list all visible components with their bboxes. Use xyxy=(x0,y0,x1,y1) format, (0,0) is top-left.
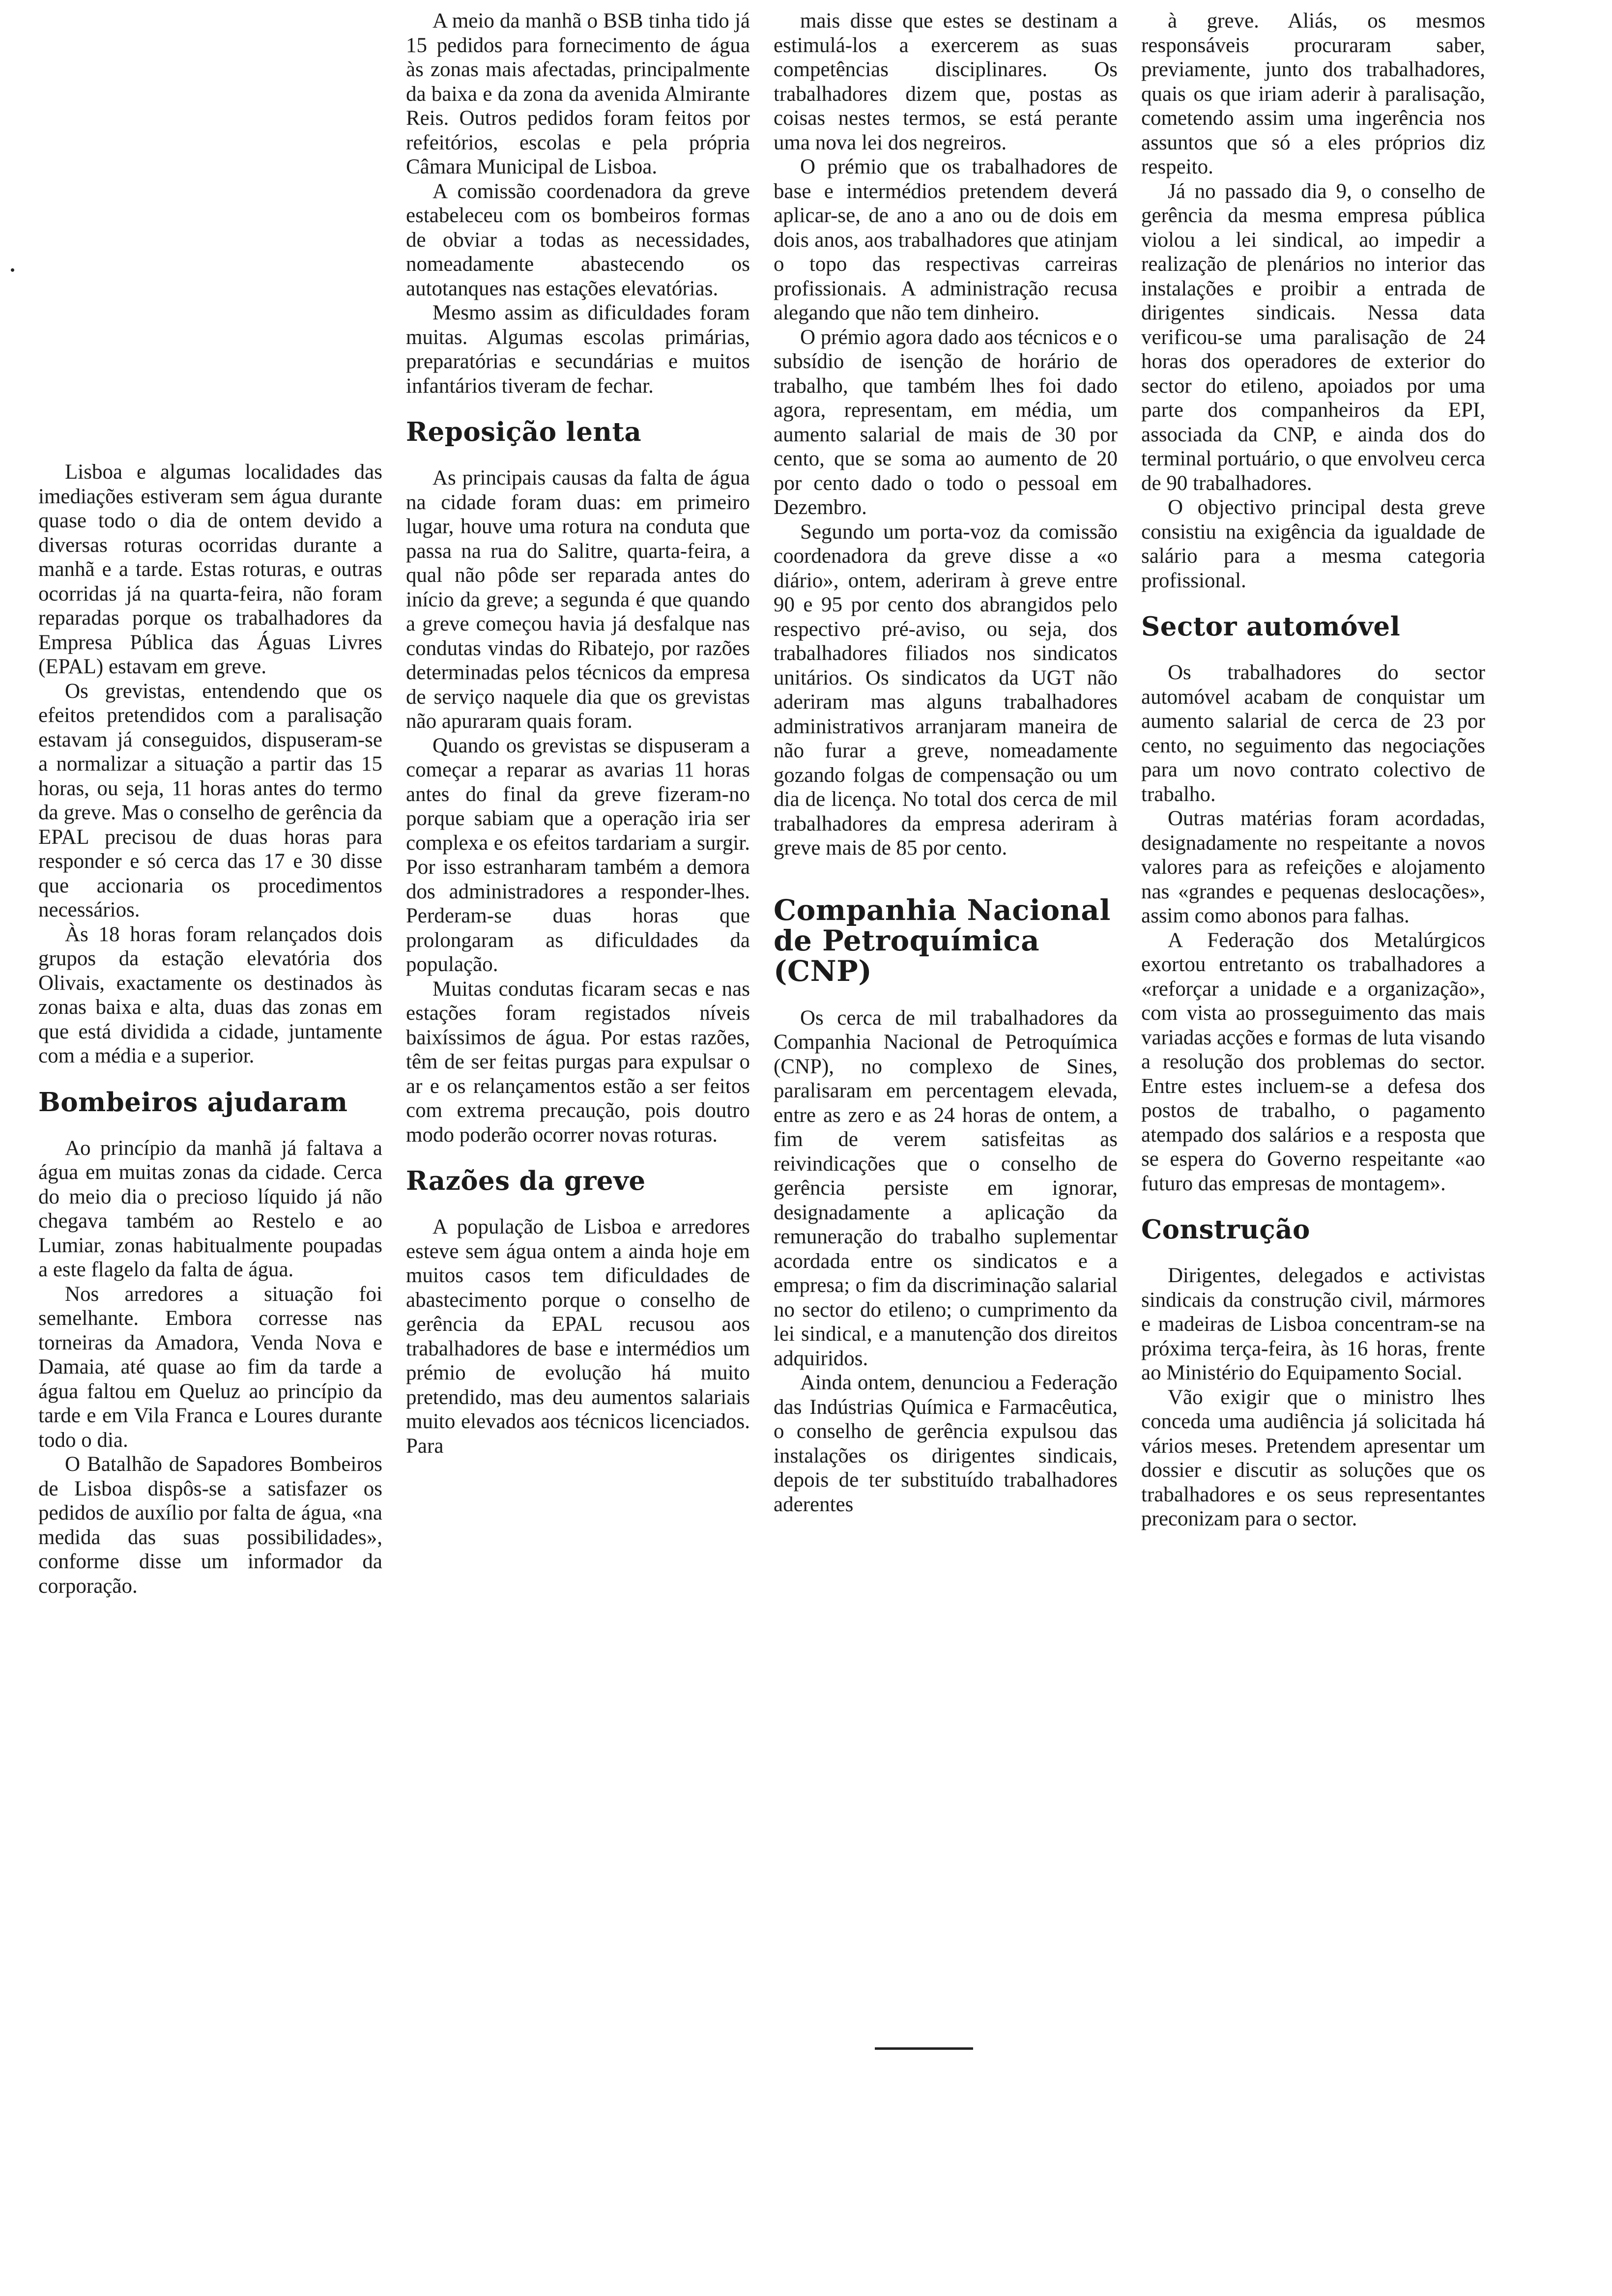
paragraph: A comissão coordenadora da greve estabeleceu com os bombeiros formas de obviar a todas as necessidades, nomeadamente abastecendo os autotanques nas estações elevatórias. xyxy=(406,179,750,300)
paragraph: Segundo um porta-voz da comissão coordenadora da greve disse a «o diário», ontem, aderiram à greve entre 90 e 95 por cento dos abrangidos pelo respectivo pré-aviso, ou seja, dos trabalhadores filiados nos sindicatos unitários. Os sindicatos da UGT não aderiram mas alguns trabalhadores administrativos arranjaram maneira de não furar a greve, nomeadamente gozando folgas de compensação ou um dia de licença. No total dos cerca de mil trabalhadores da empresa aderiram à greve mais de 85 por cento. xyxy=(774,520,1118,860)
paragraph: As principais causas da falta de água na cidade foram duas: em primeiro lugar, houve uma rotura na conduta que passa na rua do Salitre, quarta-feira, a qual não pôde ser reparada antes do início da greve; a segunda é que quando a greve começou havia já desfalque nas condutas vindas do Ribatejo, por razões determinadas pelos técnicos da empresa de serviço naquele dia que os grevistas não apuraram quais foram. xyxy=(406,466,750,733)
paragraph: Quando os grevistas se dispuseram a começar a reparar as avarias 11 horas antes do final da greve fizeram-no porque sabiam que a operação iria ser complexa e os efeitos tardariam a surgir. Por isso estranharam também a demora dos administradores a responder-lhes. Perderam-se duas horas que prolongaram as dificuldades da população. xyxy=(406,734,750,976)
paragraph: O objectivo principal desta greve consistiu na exigência da igualdade de salário para a mesma categoria profissional. xyxy=(1141,496,1485,592)
paragraph: Os grevistas, entendendo que os efeitos pretendidos com a paralisação estavam já conseguidos, dispuseram-se a normalizar a situação a partir das 15 horas, ou seja, 11 horas antes do termo da greve. Mas o conselho de gerência da EPAL precisou de duas horas para responder e só cerca das 17 e 30 disse que accionaria os procedimentos necessários. xyxy=(38,679,382,921)
end-rule xyxy=(875,2047,973,2050)
paragraph: Os trabalhadores do sector automóvel acabam de conquistar um aumento salarial de cerca de 23 por cento, no seguimento das negociações para um novo contrato colectivo de trabalho. xyxy=(1141,661,1485,806)
section-heading: Companhia Nacional de Petroquímica (CNP) xyxy=(774,893,1111,988)
paragraph: Outras matérias foram acordadas, designadamente no respeitante a novos valores para as refeições e alojamento nas «grandes e pequenas deslocações», assim como abonos para falhas. xyxy=(1141,807,1485,927)
paragraph: O prémio que os trabalhadores de base e intermédios pretendem deverá aplicar-se, de ano a ano ou de dois em dois anos, aos trabalhadores que atinjam o topo das respectivas carreiras profissionais. A administração recusa alegando que não tem dinheiro. xyxy=(774,155,1118,324)
column-1 xyxy=(38,460,382,1598)
paragraph: Muitas condutas ficaram secas e nas estações foram registados níveis baixíssimos de água. Por estas razões, têm de ser feitas purgas para expulsar o ar e os relançamentos estão a ser feitos com extrema precaução, pois doutro modo poderão ocorrer novas roturas. xyxy=(406,977,750,1147)
paragraph: A população de Lisboa e arredores esteve sem água ontem a ainda hoje em muitos casos tem dificuldades de abastecimento porque o conselho de gerência da EPAL recusou aos trabalhadores de base e intermédios um prémio de evolução há muito pretendido, mas deu aumentos salariais muito elevados aos técnicos licenciados. Para xyxy=(406,1215,750,1458)
paragraph: Dirigentes, delegados e activistas sindicais da construção civil, mármores e madeiras de Lisboa concentram-se na próxima terça-feira, às 16 horas, frente ao Ministério do Equipamento Social. xyxy=(1141,1264,1485,1384)
section-heading: Construção xyxy=(1141,1214,1310,1245)
paragraph: Ao princípio da manhã já faltava a água em muitas zonas da cidade. Cerca do meio dia o precioso líquido já não chegava também ao Restelo e ao Lumiar, zonas habitualmente poupadas a este flagelo da falta de água. xyxy=(38,1136,382,1281)
column-4 xyxy=(1141,9,1485,1531)
paragraph: O Batalhão de Sapadores Bombeiros de Lisboa dispôs-se a satisfazer os pedidos de auxílio por falta de água, «na medida das suas possibilidades», conforme disse um informador da corporação. xyxy=(38,1453,382,1598)
margin-speck xyxy=(11,268,14,272)
paragraph: A Federação dos Metalúrgicos exortou entretanto os trabalhadores a «reforçar a unidade e a organização», com vista ao prosseguimento das mais variadas acções e formas de luta visando a resolução dos problemas do sector. Entre estes incluem-se a defesa dos postos de trabalho, o pagamento atempado dos salários e a resposta que se espera do Governo respeitante «ao futuro das empresas de montagem». xyxy=(1141,928,1485,1195)
section-heading: Reposição lenta xyxy=(406,417,642,447)
paragraph: Ainda ontem, denunciou a Federação das Indústrias Química e Farmacêutica, o conselho de gerência expulsou das instalações os dirigentes sindicais, depois de ter substituído trabalhadores aderentes xyxy=(774,1371,1118,1516)
paragraph: à greve. Aliás, os mesmos responsáveis procuraram saber, previamente, junto dos trabalhadores, quais os que iriam aderir à paralisação, cometendo assim uma ingerência nos assuntos que só a eles próprios diz respeito. xyxy=(1141,9,1485,178)
paragraph: Os cerca de mil trabalhadores da Companhia Nacional de Petroquímica (CNP), no complexo de Sines, paralisaram em percentagem elevada, entre as zero e as 24 horas de ontem, a fim de verem satisfeitas as reivindicações que o conselho de gerência persiste em ignorar, designadamente a aplicação da remuneração do trabalho suplementar acordada entre os sindicatos e a empresa; o fim da discriminação salarial no sector do etileno; o cumprimento da lei sindical, e a manutenção dos direitos adquiridos. xyxy=(774,1006,1118,1370)
paragraph: Lisboa e algumas localidades das imediações estiveram sem água durante quase todo o dia de ontem devido a diversas roturas ocorridas durante a manhã e a tarde. Estas roturas, e outras ocorridas já na quarta-feira, não foram reparadas porque os trabalhadores da Empresa Pública das Águas Livres (EPAL) estavam em greve. xyxy=(38,460,382,678)
section-heading: Sector automóvel xyxy=(1141,611,1401,642)
paragraph: Às 18 horas foram relançados dois grupos da estação elevatória dos Olivais, exactamente os destinados às zonas baixa e alta, duas das zonas em que está dividida a cidade, juntamente com a média e a superior. xyxy=(38,922,382,1067)
column-3 xyxy=(774,9,1118,1517)
paragraph: Nos arredores a situação foi semelhante. Embora corresse nas torneiras da Amadora, Venda Nova e Damaia, até quase ao fim da tarde a água faltou em Queluz ao princípio da tarde e em Vila Franca e Loures durante todo o dia. xyxy=(38,1282,382,1452)
section-heading: Razões da greve xyxy=(406,1166,646,1196)
paragraph: A meio da manhã o BSB tinha tido já 15 pedidos para fornecimento de água às zonas mais afectadas, principalmente da baixa e da zona da avenida Almirante Reis. Outros pedidos foram feitos por refeitórios, escolas e pela própria Câmara Municipal de Lisboa. xyxy=(406,9,750,178)
section-heading: Bombeiros ajudaram xyxy=(38,1087,348,1118)
column-2 xyxy=(406,9,750,1458)
paragraph: Mesmo assim as dificuldades foram muitas. Algumas escolas primárias, preparatórias e secundárias e muitos infantários tiveram de fechar. xyxy=(406,301,750,398)
paragraph: Vão exigir que o ministro lhes conceda uma audiência já solicitada há vários meses. Pretendem apresentar um dossier e discutir as soluções que os trabalhadores e os seus representantes preconizam para o sector. xyxy=(1141,1385,1485,1530)
paragraph: Já no passado dia 9, o conselho de gerência da mesma empresa pública violou a lei sindical, ao impedir a realização de plenários no interior das instalações e proibir a entrada de dirigentes sindicais. Nessa data verificou-se uma paralisação de 24 horas dos operadores de exterior do sector do etileno, apoiados por uma parte dos companheiros da EPI, associada da CNP, e ainda dos do terminal portuário, o que envolveu cerca de 90 trabalhadores. xyxy=(1141,179,1485,495)
paragraph: O prémio agora dado aos técnicos e o subsídio de isenção de horário de trabalho, que também lhes foi dado agora, representam, em média, um aumento salarial de mais de 30 por cento, que se soma ao aumento de 20 por cento dado o todo o pessoal em Dezembro. xyxy=(774,325,1118,519)
paragraph: mais disse que estes se destinam a estimulá-los a exercerem as suas competências disciplinares. Os trabalhadores dizem que, postas as coisas nestes termos, se está perante uma nova lei dos negreiros. xyxy=(774,9,1118,154)
